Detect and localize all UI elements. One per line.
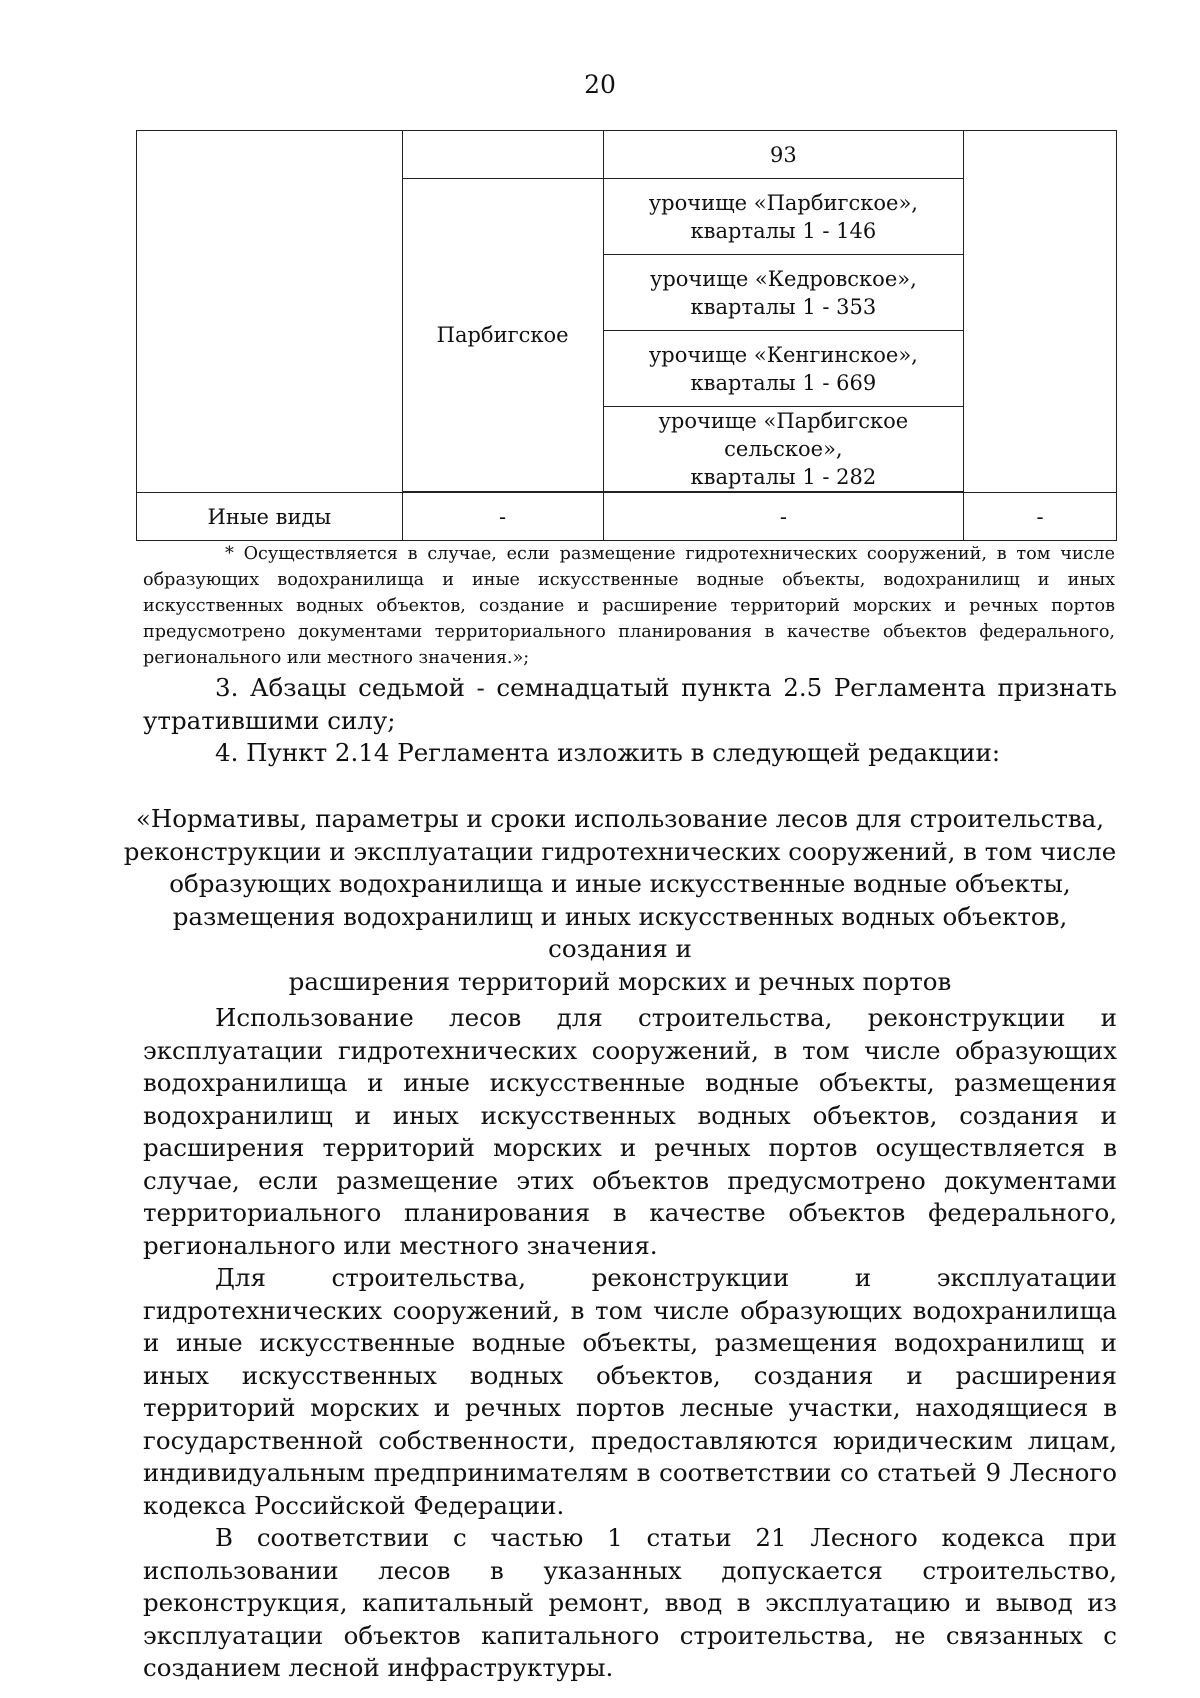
heading-line: реконструкции и эксплуатации гидротехнических сооружений, в том числе — [123, 836, 1117, 866]
location-name: урочище «Парбигское сельское», — [658, 409, 909, 461]
location-quarters: кварталы 1 - 669 — [690, 370, 877, 395]
amendment-items — [143, 672, 1117, 770]
table-row — [137, 493, 1117, 541]
district-cell: Парбигское — [402, 179, 603, 492]
location-name: урочище «Парбигское», — [648, 190, 918, 215]
footnote-text: * Осуществляется в случае, если размещение гидротехнических сооружений, в том числе образующих водохранилища и иные искусственные водные объекты, водохранилищ и иных искусственных водных объектов, создание и расширение территорий морских и речных портов предусмотрено документами территориального планирования в качестве объектов федерального, регионального или местного значения.»; — [143, 544, 1115, 668]
table-cell-number: 93 — [603, 131, 964, 179]
location-quarters: кварталы 1 - 353 — [690, 294, 877, 319]
heading-line: расширения территорий морских и речных портов — [288, 966, 952, 996]
table-row — [137, 131, 1117, 179]
table-cell-empty — [137, 131, 403, 493]
location-quarters: кварталы 1 - 146 — [690, 218, 877, 243]
table-cell-dash: - — [964, 493, 1117, 541]
other-types-label: Иные виды — [137, 493, 403, 541]
heading-line: «Нормативы, параметры и сроки использование лесов для строительства, — [135, 804, 1105, 833]
section-heading — [120, 803, 1120, 998]
location-name: урочище «Кенгинское», — [648, 342, 918, 367]
item-3: 3. Абзацы седьмой - семнадцатый пункта 2.5 Регламента признать утратившими силу; — [143, 673, 1117, 735]
regulation-table — [136, 130, 1117, 541]
item-4: 4. Пункт 2.14 Регламента изложить в следующей редакции: — [215, 738, 1001, 767]
heading-line: образующих водохранилища и иные искусственные водные объекты, — [169, 869, 1071, 898]
paragraph: Использование лесов для строительства, реконструкции и эксплуатации гидротехнических сооружений, в том числе образующих водохранилища и иные искусственные водные объекты, размещения водохранилищ и иных искусственных водных объектов, создания и расширения территорий морских и речных портов осуществляется в случае, если размещение этих объектов предусмотрено документами территориального планирования в качестве объектов федерального, регионального или местного значения. — [143, 1003, 1117, 1260]
table-cell-dash: - — [402, 493, 603, 541]
location-name: урочище «Кедровское», — [649, 266, 917, 291]
location-cell — [603, 255, 964, 331]
page-number: 20 — [584, 70, 616, 99]
table-cell-dash: - — [603, 493, 964, 541]
table-cell-empty — [964, 131, 1117, 493]
heading-line: размещения водохранилищ и иных искусственных водных объектов, создания и — [172, 901, 1068, 963]
location-cell — [603, 331, 964, 407]
paragraph: Для строительства, реконструкции и эксплуатации гидротехнических сооружений, в том числе образующих водохранилища и иные искусственные водные объекты, размещения водохранилищ и иных искусственных водных объектов, создания и расширения территорий морских и речных портов лесные участки, находящиеся в государственной собственности, предоставляются юридическим лицам, индивидуальным предпринимателям в соответствии со статьей 9 Лесного кодекса Российской Федерации. — [143, 1263, 1117, 1520]
footnote — [143, 541, 1115, 671]
location-cell — [603, 407, 964, 492]
table-cell-empty — [402, 131, 603, 179]
body-text — [143, 1002, 1117, 1685]
location-quarters: кварталы 1 - 282 — [690, 465, 877, 489]
paragraph: В соответствии с частью 1 статьи 21 Лесного кодекса при использовании лесов в указанных допускается строительство, реконструкция, капитальный ремонт, ввод в эксплуатацию и вывод из эксплуатации объектов капитального строительства, не связанных с созданием лесной инфраструктуры. — [143, 1523, 1117, 1682]
location-cell — [603, 179, 964, 255]
